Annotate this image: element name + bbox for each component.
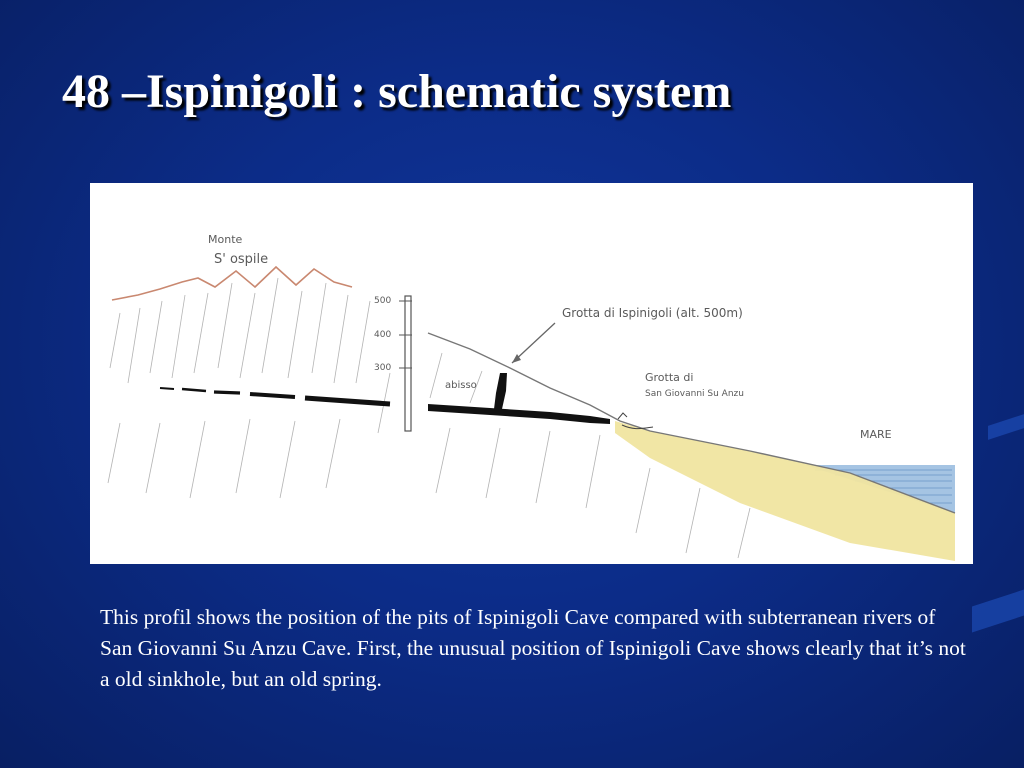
altitude-scale [374,296,412,431]
ispinigoli-cave-label: Grotta di Ispinigoli (alt. 500m) [562,306,743,320]
sea-label: MARE [860,428,892,441]
san-giovanni-label-line1: Grotta di [645,371,694,384]
altitude-tick-label: 400 [374,330,392,340]
river-dash [214,392,240,393]
rock-hatching [108,278,750,558]
slide-title: 48 –Ispinigoli : schematic system [62,65,732,118]
slide-caption: This profil shows the position of the pits of Ispinigoli Cave compared with subterranean rivers of San Giovanni Su Anzu Cave. First, the unusual position of Ispinigoli Cave shows clearly that it’s not a old sinkhole, but an old spring. [100,605,966,691]
cave-profile-diagram [90,183,973,564]
river-dash [182,389,206,391]
river-dash [305,398,390,404]
ispinigoli-pointer [512,323,555,363]
ispinigoli-pit-shaft [494,373,507,409]
mountain-label-line2: S' ospile [214,252,269,267]
altitude-tick-label: 300 [374,363,392,373]
river-main-passage [428,404,610,424]
san-giovanni-label-line2: San Giovanni Su Anzu [645,389,744,399]
altitude-scale-bar [405,296,411,431]
river-dash [160,388,174,389]
mountain-label-line1: Monte [208,233,243,246]
cave-profile-sketch [90,183,973,564]
abisso-label: abisso [445,380,477,391]
decorative-stripe [972,590,1024,633]
river-dash [250,394,295,397]
altitude-tick-label: 500 [374,296,392,306]
decorative-stripe [988,414,1024,440]
